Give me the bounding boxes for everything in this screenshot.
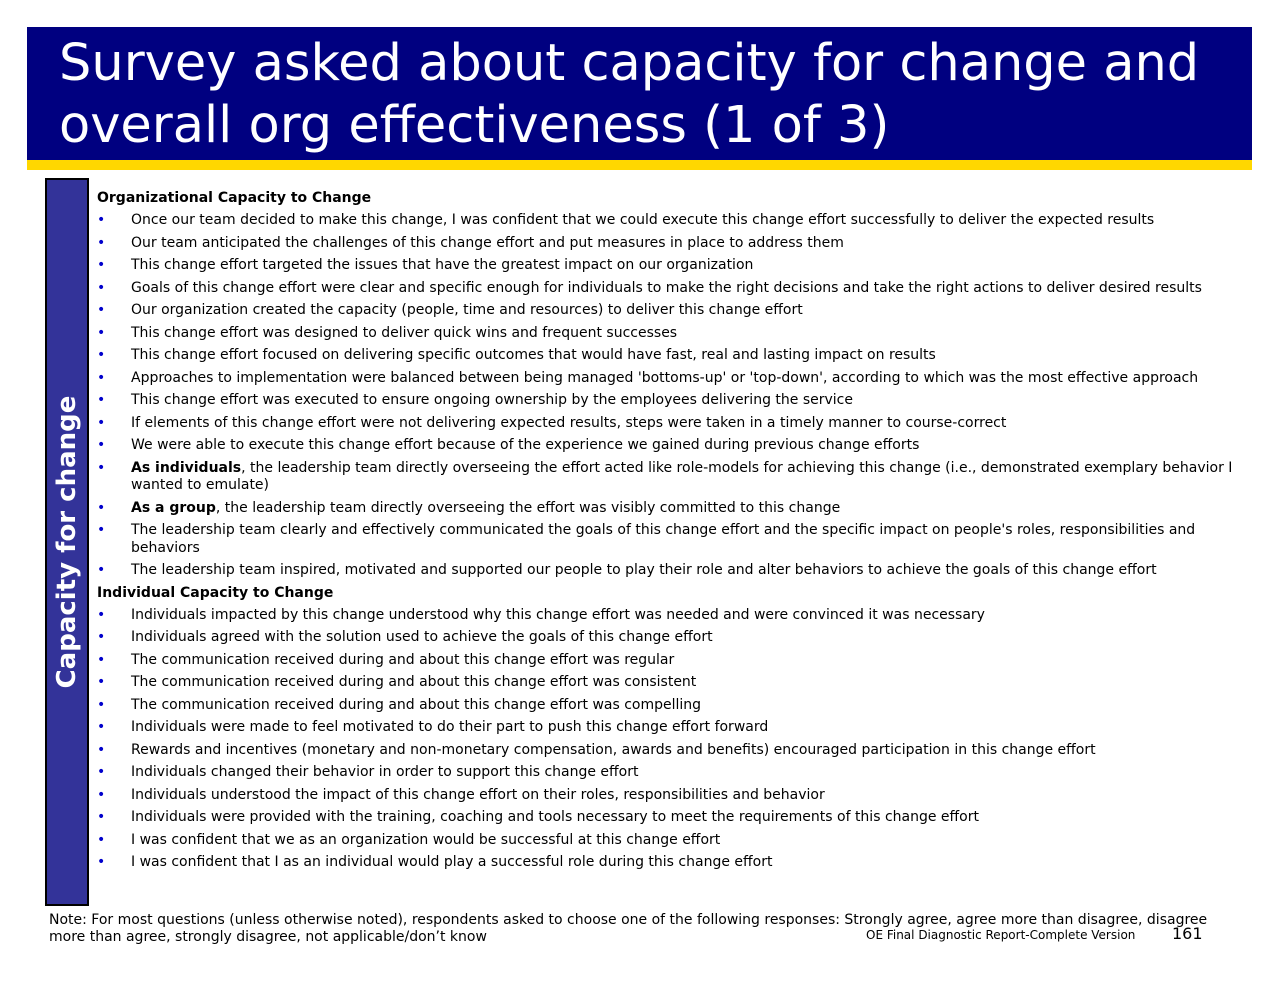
question-item bbox=[97, 854, 1247, 872]
question-text: Rewards and incentives (monetary and non-monetary compensation, awards and benefits) encouraged participation in this change effort bbox=[131, 741, 1096, 758]
question-item bbox=[97, 437, 1247, 455]
question-emphasis: As a group bbox=[131, 499, 216, 516]
question-text: The leadership team inspired, motivated and supported our people to play their role and alter behaviors to achieve the goals of this change effort bbox=[131, 562, 1157, 578]
question-text: Individuals impacted by this change understood why this change effort was needed and were convinced it was necessary bbox=[131, 606, 985, 623]
question-text: Individuals agreed with the solution used to achieve the goals of this change effort bbox=[131, 629, 713, 645]
question-text: The leadership team clearly and effectively communicated the goals of this change effort and the specific impact on people's roles, responsibilities and behaviors bbox=[131, 522, 1196, 556]
report-name: OE Final Diagnostic Report-Complete Version bbox=[866, 928, 1136, 942]
question-item bbox=[97, 652, 1247, 670]
question-item bbox=[97, 787, 1247, 805]
question-item bbox=[97, 562, 1247, 580]
question-item bbox=[97, 674, 1247, 692]
question-item bbox=[97, 212, 1247, 230]
question-item bbox=[97, 280, 1247, 298]
question-item bbox=[97, 347, 1247, 365]
section-heading: Individual Capacity to Change bbox=[97, 584, 334, 601]
question-text: Goals of this change effort were clear and specific enough for individuals to make the right decisions and take the right actions to deliver desired results bbox=[131, 279, 1202, 296]
question-text: This change effort was designed to deliver quick wins and frequent successes bbox=[131, 324, 678, 341]
question-text: Once our team decided to make this change, I was confident that we could execute this change effort successfully to deliver the expected results bbox=[131, 212, 1155, 228]
question-item bbox=[97, 629, 1247, 647]
question-text: The communication received during and about this change effort was compelling bbox=[131, 696, 702, 713]
question-text: The communication received during and about this change effort was consistent bbox=[131, 674, 697, 690]
question-item bbox=[97, 392, 1247, 410]
question-item bbox=[97, 325, 1247, 343]
question-item bbox=[97, 719, 1247, 737]
question-text: Individuals changed their behavior in order to support this change effort bbox=[131, 764, 639, 780]
title-bar bbox=[27, 27, 1252, 170]
section-heading: Organizational Capacity to Change bbox=[97, 190, 372, 206]
question-text: Approaches to implementation were balanced between being managed 'bottoms-up' or 'top-down', according to which was the most effective approach bbox=[131, 369, 1199, 386]
question-emphasis: As individuals bbox=[131, 459, 242, 476]
question-item bbox=[97, 832, 1247, 850]
question-text: , the leadership team directly overseeing the effort was visibly committed to this change bbox=[215, 499, 841, 516]
question-text: Our organization created the capacity (people, time and resources) to deliver this change effort bbox=[131, 302, 803, 318]
slide-title: Survey asked about capacity for change and overall org effectiveness (1 of 3) bbox=[59, 34, 1200, 155]
question-text: I was confident that we as an organization would be successful at this change effort bbox=[131, 831, 721, 848]
question-item bbox=[97, 370, 1247, 388]
question-list bbox=[97, 190, 1247, 877]
question-item bbox=[97, 809, 1247, 827]
question-item bbox=[97, 607, 1247, 625]
question-text: , the leadership team directly overseeing the effort acted like role-models for achieving this change (i.e., demonstrated exemplary behavior I wanted to emulate) bbox=[131, 459, 1233, 493]
question-text: This change effort was executed to ensure ongoing ownership by the employees delivering the service bbox=[131, 392, 853, 408]
question-item bbox=[97, 235, 1247, 253]
question-text: The communication received during and about this change effort was regular bbox=[131, 651, 675, 668]
side-label-text: Capacity for change bbox=[52, 395, 82, 689]
question-text: Individuals were made to feel motivated to do their part to push this change effort forward bbox=[131, 719, 769, 735]
question-item bbox=[97, 764, 1247, 782]
question-text: I was confident that I as an individual would play a successful role during this change effort bbox=[131, 854, 773, 870]
page-number: 161 bbox=[1172, 924, 1203, 943]
side-label-panel bbox=[45, 178, 89, 906]
response-note: Note: For most questions (unless otherwise noted), respondents asked to choose one of the following responses: Strongly agree, agree more than disagree, disagree more than agree, strongly disagree, not applicable/don’t know bbox=[49, 912, 1208, 945]
question-item bbox=[97, 522, 1247, 557]
question-text: We were able to execute this change effort because of the experience we gained during previous change efforts bbox=[131, 437, 920, 453]
question-bullets bbox=[97, 607, 1247, 872]
question-item bbox=[97, 302, 1247, 320]
question-item bbox=[97, 460, 1247, 495]
question-item bbox=[97, 742, 1247, 760]
question-text: Individuals were provided with the training, coaching and tools necessary to meet the requirements of this change effort bbox=[131, 809, 979, 825]
question-bullets bbox=[97, 212, 1247, 580]
question-text: Our team anticipated the challenges of this change effort and put measures in place to address them bbox=[131, 234, 844, 251]
question-item bbox=[97, 500, 1247, 518]
question-item bbox=[97, 257, 1247, 275]
question-text: This change effort focused on delivering specific outcomes that would have fast, real and lasting impact on results bbox=[131, 347, 936, 363]
question-item bbox=[97, 697, 1247, 715]
question-text: If elements of this change effort were not delivering expected results, steps were taken in a timely manner to course-correct bbox=[131, 414, 1007, 431]
question-text: Individuals understood the impact of this change effort on their roles, responsibilities and behavior bbox=[131, 786, 825, 803]
question-text: This change effort targeted the issues that have the greatest impact on our organization bbox=[131, 257, 754, 273]
question-item bbox=[97, 415, 1247, 433]
